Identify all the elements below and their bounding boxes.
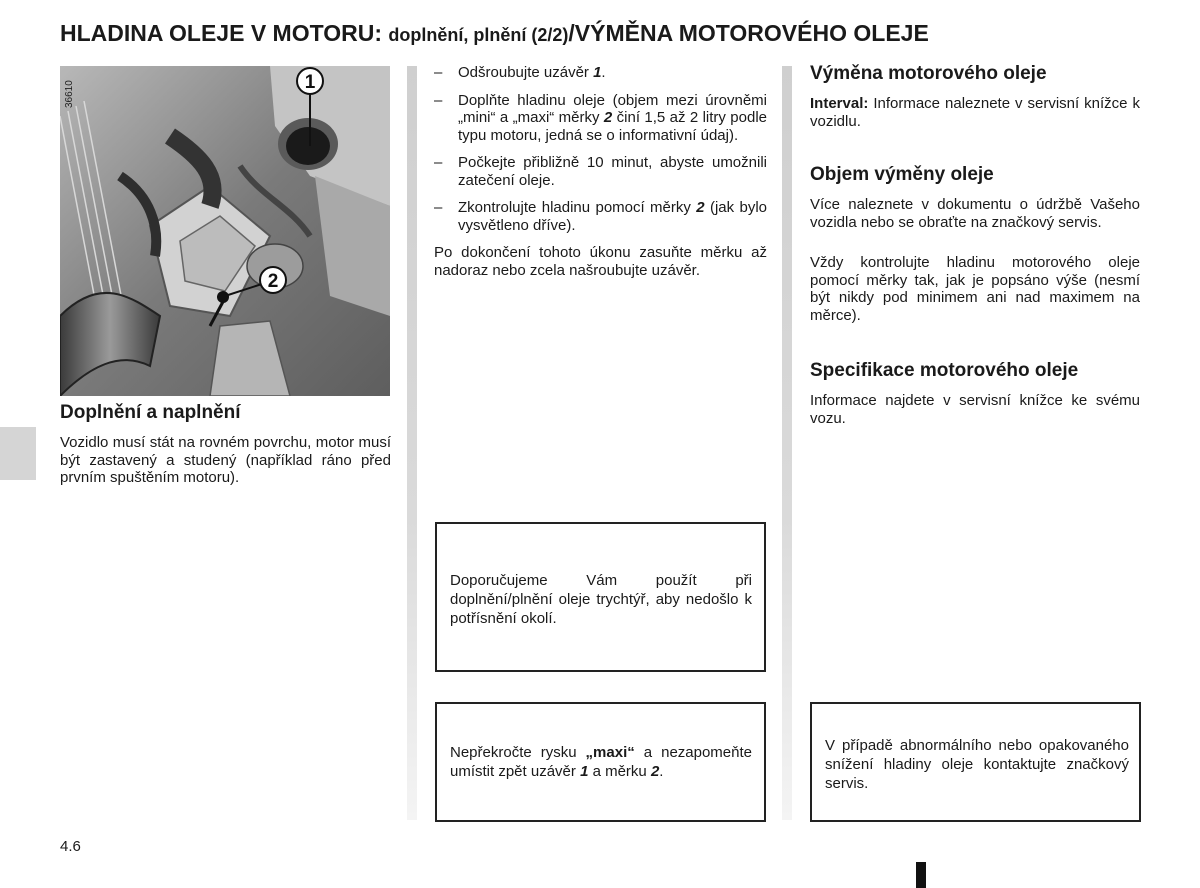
heading-oil-spec: Specifikace motorového oleje: [810, 360, 1079, 381]
oil-volume-text: Více naleznete v dokumentu o údržbě Vašeho vozidla nebo se obraťte na značkový servis.: [810, 196, 1140, 231]
note-funnel-text: Doporučujeme Vám použít při doplnění/plnění oleje trychtýř, aby nedošlo k potřísnění okolí.: [450, 572, 752, 627]
heading-refill: Doplnění a naplnění: [60, 402, 241, 423]
oil-check-text: Vždy kontrolujte hladinu motorového oleje pomocí měrky tak, jak je popsáno výše (nesmí být nikdy pod minimem ani nad maximem na měrce).: [810, 254, 1140, 324]
after-refill-text: Po dokončení tohoto úkonu zasuňte měrku až nadoraz nebo zcela našroubujte uzávěr.: [434, 244, 767, 279]
oil-spec-text: Informace najdete v servisní knížce ke svému vozu.: [810, 392, 1140, 427]
list-item: – Doplňte hladinu oleje (objem mezi úrovněmi „mini“ a „maxi“ měrky 2 činí 1,5 až 2 litry podle typu motoru, jedná se o informativní údaj).: [434, 91, 768, 144]
note-maxi-text: Nepřekročte rysku „maxi“ a nezapomeňte umístit zpět uzávěr 1 a měrku 2.: [450, 744, 752, 780]
page-title: HLADINA OLEJE V MOTORU: doplnění, plnění (2/2)/VÝMĚNA MOTOROVÉHO OLEJE: [60, 20, 929, 46]
note-box-funnel: [435, 522, 766, 672]
heading-oil-change: Výměna motorového oleje: [810, 63, 1047, 84]
dipstick-handle: [217, 291, 229, 303]
list-item: – Počkejte přibližně 10 minut, abyste umožnili zatečení oleje.: [434, 154, 767, 189]
engine-illustration: [60, 66, 390, 396]
list-item: – Zkontrolujte hladinu pomocí měrky 2 (jak bylo vysvětleno dříve).: [434, 199, 767, 234]
callout-1-label: 1: [304, 72, 316, 93]
oil-filler-cap: [286, 127, 330, 165]
note-service-text: V případě abnormálního nebo opakovaného snížení hladiny oleje kontaktujte značkový servis.: [825, 737, 1129, 792]
column-separator: [407, 66, 417, 820]
interval-text: Interval: Informace naleznete v servisní knížce k vozidlu.: [810, 95, 1140, 130]
page-edge-marker: [916, 862, 926, 888]
callout-2-label: 2: [267, 271, 279, 292]
note-box-service: [810, 702, 1141, 822]
list-item: – Odšroubujte uzávěr 1.: [434, 64, 606, 81]
refill-text: Vozidlo musí stát na rovném povrchu, motor musí být zastavený a studený (například ráno před prvním spuštěním motoru).: [60, 434, 391, 486]
engine-photo: [60, 66, 390, 396]
refill-steps: [434, 64, 767, 279]
figure-code: 36610: [64, 80, 75, 108]
column-separator: [782, 66, 792, 820]
note-box-maxi: [435, 702, 766, 822]
heading-oil-volume: Objem výměny oleje: [810, 164, 994, 185]
page-number: 4.6: [60, 838, 81, 855]
section-tab-marker: [0, 427, 36, 480]
